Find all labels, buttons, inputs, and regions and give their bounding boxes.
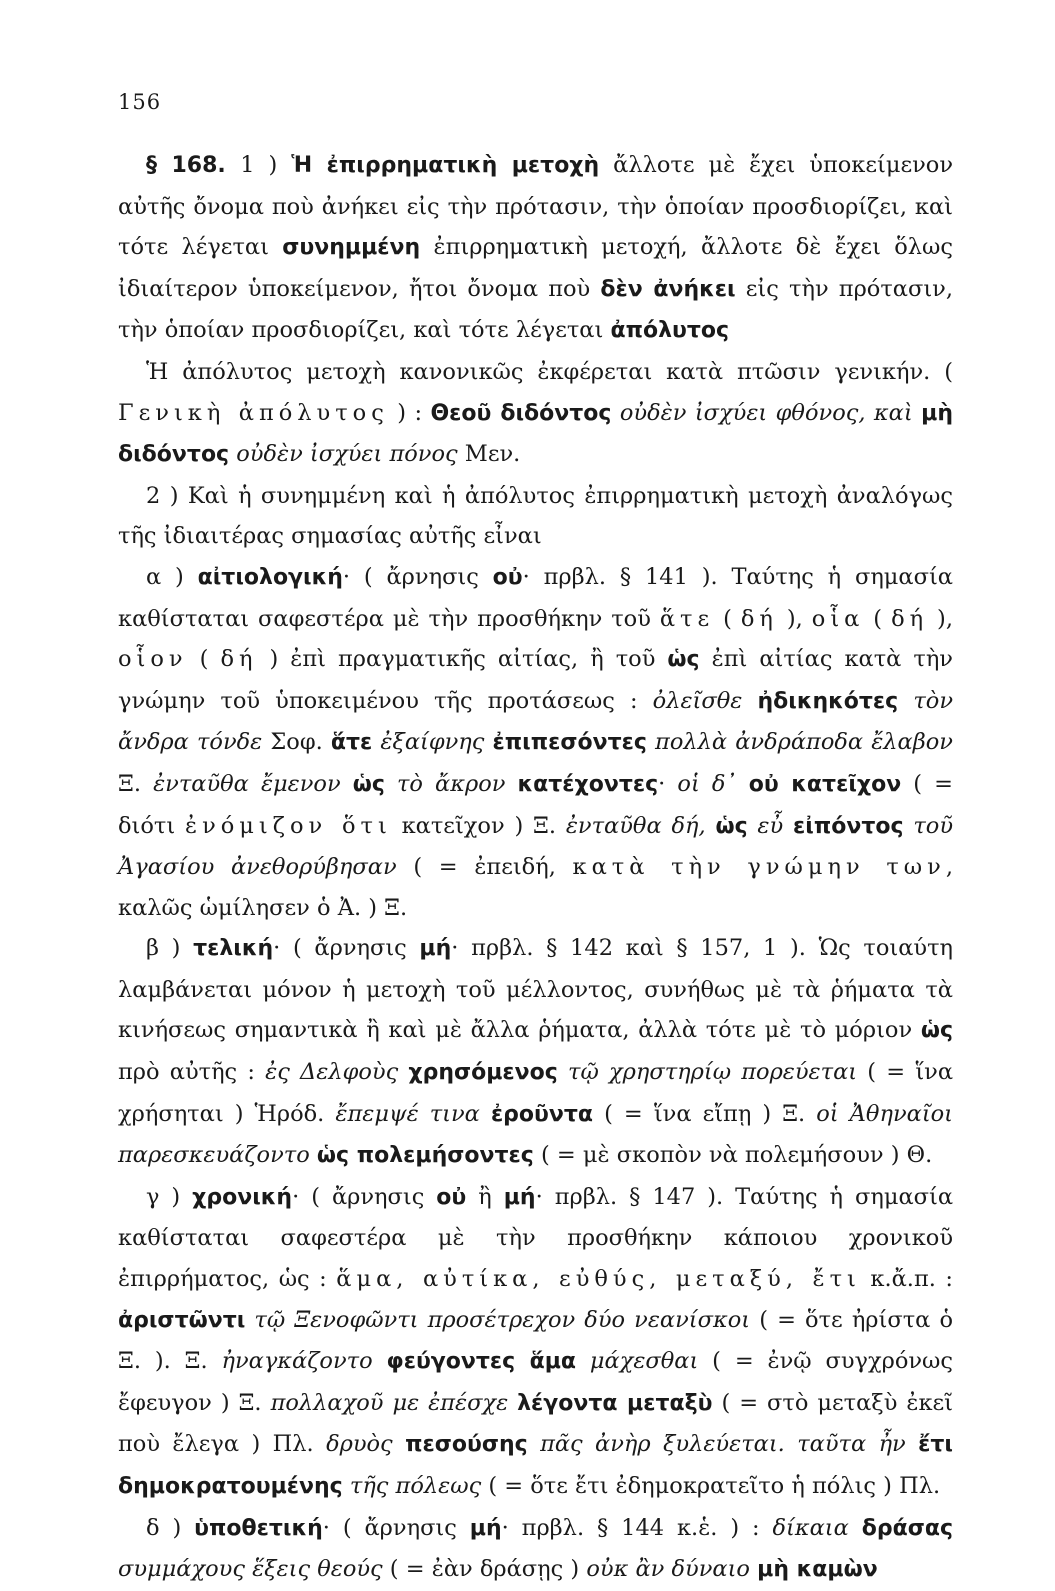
- text-run: ὡς: [667, 647, 700, 673]
- paragraph: [118, 1508, 953, 1591]
- text-run: ( = ὅτε ἠρίστα ὁ Ξ. ). Ξ.: [118, 1306, 953, 1375]
- text-run: δρυὸς: [326, 1431, 393, 1458]
- text-run: 2 ) Καὶ ἡ συνημμένη καὶ ἡ ἀπόλυτος ἐπιρρηματικὴ μετοχὴ ἀναλόγως τῆς ἰδιαιτέρας σημασίας αὐτῆς εἶναι: [118, 482, 953, 550]
- text-run: ἅμα, αὐτίκα, εὐθύς, μεταξύ, ἔτι: [336, 1266, 861, 1293]
- text-run: τῷ Ξενοφῶντι προσέτρεχον δύο νεανίσκοι: [245, 1306, 751, 1333]
- text-run: οὐδὲν ἰσχύει φθόνος, καὶ: [611, 399, 922, 426]
- text-run: ( = ἵνα εἴπῃ ) Ξ.: [593, 1100, 817, 1127]
- text-run: ἠδικηκότες: [757, 688, 899, 714]
- text-run: δή: [891, 605, 929, 632]
- text-run: ( = ἐπειδή,: [396, 854, 573, 881]
- text-run: δὲν ἀνήκει: [600, 276, 736, 302]
- text-run: ἐροῦντα: [490, 1101, 594, 1127]
- text-run: § 168.: [146, 153, 241, 178]
- text-run: Θεοῦ διδόντος: [430, 400, 612, 426]
- text-run: ἐνόμιζον ὅτι: [185, 812, 392, 839]
- text-run: Ξ.: [118, 770, 154, 797]
- text-run: δή: [220, 646, 258, 673]
- text-run: οὐ κατεῖχον: [748, 771, 902, 797]
- text-run: πεσούσης: [405, 1432, 528, 1458]
- text-run: ἀπόλυτος: [610, 318, 730, 344]
- text-run: πολλαχοῦ με ἐπέσχε: [270, 1389, 509, 1416]
- text-run: ( = ἵνα χρήσηται ) Ἡρόδ.: [118, 1059, 954, 1127]
- paragraph: [118, 352, 953, 476]
- text-run: τὸν ἄνδρα τόνδε: [118, 687, 953, 756]
- text-run: οἷα: [811, 605, 865, 632]
- text-run: ἐξαίφνης: [372, 729, 493, 756]
- text-run: κατεῖχον ) Ξ.: [391, 812, 566, 839]
- text-run: [906, 1431, 918, 1457]
- text-run: ἠναγκάζοντο: [221, 1348, 373, 1375]
- paragraph: [118, 928, 953, 1177]
- text-run: συμμάχους ἕξεις θεούς: [118, 1556, 383, 1583]
- text-run: [480, 1101, 491, 1127]
- text-run: τὸ ἄκρον: [384, 770, 518, 797]
- text-run: μή: [419, 936, 452, 962]
- text-run: ἄλλοτε μὲ ἔχει ὑποκείμενον αὐτῆς ὄνομα ποὺ ἀνήκει εἰς τὴν πρότασιν, τὴν ὁποίαν προσδιορίζει, καὶ τότε λέγεται: [118, 152, 954, 261]
- text-run: [706, 813, 716, 839]
- text-run: ἅτε: [659, 605, 715, 632]
- text-run: · πρβλ. § 142 καὶ § 157, 1 ). Ὡς τοιαύτη λαμβάνεται μόνον ἡ μετοχὴ τοῦ μέλλοντος, συνήθως μὲ τὰ ῥήματα τὰ κινήσεως σημαντικὰ ἢ καὶ μὲ ἄλλα ῥήματα, ἀλλὰ τότε μὲ τὸ μόριον: [118, 935, 954, 1044]
- text-run: πολλὰ ἀνδράποδα ἔλαβον: [646, 729, 953, 756]
- text-run: μή: [503, 1184, 536, 1210]
- text-run: τῷ χρηστηρίῳ πορεύεται: [557, 1059, 858, 1086]
- paragraph: [118, 145, 953, 352]
- text-run: ἐνταῦθα δή,: [565, 812, 706, 839]
- text-run: β ): [146, 935, 194, 962]
- text-run: μάχεσθαι: [576, 1348, 699, 1375]
- text-run: [398, 1059, 408, 1085]
- body-text: [118, 145, 953, 1591]
- text-run: οὐκ ἂν δύναιο: [586, 1556, 750, 1583]
- text-run: ( = ἐνῷ συγχρόνως ἔφευγον ) Ξ.: [118, 1348, 953, 1416]
- text-run: φεύγοντες ἅμα: [386, 1349, 577, 1375]
- text-run: ἐπὶ αἰτίας κατὰ τὴν γνώμην τοῦ ὑποκειμένου τῆς προτάσεως :: [118, 646, 953, 714]
- text-run: οὐδὲν ἰσχύει πόνος: [229, 441, 458, 468]
- text-run: δίκαια: [772, 1514, 849, 1541]
- text-run: Σοφ.: [262, 729, 331, 756]
- paragraph: [118, 1177, 953, 1508]
- text-run: [310, 1142, 317, 1168]
- text-run: συνημμένη: [282, 235, 421, 261]
- text-run: ἐνταῦθα ἔμενον: [153, 770, 341, 797]
- text-run: ἐς Δελφοὺς: [265, 1059, 399, 1086]
- text-run: ὡς: [715, 813, 748, 839]
- text-run: Γενικὴ ἀπόλυτος: [118, 399, 389, 426]
- text-run: Ἡ ἀπόλυτος μετοχὴ κανονικῶς ἐκφέρεται κατὰ πτῶσιν γενικήν. (: [146, 358, 953, 385]
- text-run: ἔπεμψέ τινα: [335, 1100, 480, 1127]
- text-run: ( = ἐὰν δράσῃς ): [382, 1556, 587, 1583]
- text-run: ·: [658, 770, 678, 797]
- text-run: οὐ: [492, 564, 523, 590]
- text-run: · ( ἄρνησις: [273, 935, 420, 962]
- text-run: εἰς τὴν πρότασιν, τὴν ὁποίαν προσδιορίζει, καὶ τότε λέγεται: [118, 275, 954, 344]
- text-run: μή: [469, 1515, 502, 1541]
- text-run: [373, 1348, 387, 1374]
- text-run: · ( ἄρνησις: [292, 1183, 437, 1210]
- text-run: · ( ἄρνησις: [322, 1514, 470, 1541]
- text-run: [508, 1390, 517, 1416]
- text-run: ( = διότι: [118, 770, 953, 839]
- text-run: πᾶς ἀνὴρ ξυλεύεται. ταῦτα ἦν: [527, 1431, 906, 1458]
- text-run: ) ἐπὶ πραγματικῆς αἰτίας, ἢ τοῦ: [257, 646, 668, 673]
- text-run: αἰτιολογική: [197, 564, 343, 590]
- text-run: κατὰ τὴν γνώμην των: [572, 854, 946, 881]
- text-run: οἱ δ᾽: [677, 770, 737, 797]
- text-run: ἐπιρρηματικὴ μετοχή, ἄλλοτε δὲ ἔχει ὅλως ἰδιαίτερον ὑποκείμενον, ἤτοι ὄνομα ποὺ: [118, 234, 953, 302]
- text-run: μὴ διδόντος: [118, 400, 953, 468]
- text-run: εὖ: [747, 812, 793, 839]
- text-run: [341, 771, 353, 797]
- text-run: (: [187, 646, 221, 673]
- text-run: · ( ἄρνησις: [342, 563, 493, 590]
- text-run: ἅτε: [330, 730, 373, 756]
- text-run: μὴ καμὼν: [757, 1557, 878, 1583]
- text-run: [750, 1556, 757, 1582]
- text-run: · πρβλ. § 147 ). Ταύτης ἡ σημασία καθίσταται σαφεστέρα μὲ τὴν προσθήκην κάποιου χρονικοῦ ἐπιρρήματος, ὡς :: [118, 1183, 954, 1293]
- text-run: λέγοντα μεταξὺ: [517, 1390, 713, 1416]
- text-run: ( = μὲ σκοπὸν νὰ πολεμήσουν ) Θ.: [533, 1142, 933, 1169]
- text-run: οἷον: [118, 646, 188, 673]
- text-run: [393, 1431, 405, 1457]
- text-run: [737, 771, 749, 797]
- text-run: 1 ): [240, 152, 292, 178]
- text-run: ὡς πολεμήσοντες: [316, 1143, 534, 1169]
- text-run: δράσας: [861, 1515, 953, 1541]
- text-run: τῆς πόλεως: [342, 1473, 482, 1499]
- text-run: ἐπιπεσόντες: [492, 730, 647, 756]
- text-run: ( = ὅτε ἔτι ἐδημοκρατεῖτο ἡ πόλις ) Πλ.: [481, 1473, 941, 1499]
- text-run: Μεν.: [457, 441, 521, 468]
- text-run: ὀλεῖσθε: [652, 687, 743, 714]
- text-run: ) :: [388, 399, 431, 426]
- text-run: (: [864, 605, 892, 632]
- text-run: εἰπόντος: [793, 813, 904, 839]
- text-run: Ἡ ἐπιρρηματικὴ μετοχὴ: [291, 153, 600, 178]
- text-run: χρονική: [192, 1184, 293, 1210]
- text-run: τελική: [193, 936, 274, 962]
- text-run: α ): [146, 563, 198, 590]
- text-run: ἔτι δημοκρατουμένης: [118, 1432, 953, 1499]
- text-run: κ.ἄ.π. :: [860, 1266, 953, 1293]
- text-run: , καλῶς ὡμίλησεν ὁ Ἀ. ) Ξ.: [118, 854, 953, 921]
- text-run: δ ): [146, 1514, 195, 1541]
- page-number: 156: [118, 90, 162, 114]
- text-run: ἢ: [466, 1183, 504, 1210]
- paragraph: [118, 557, 953, 928]
- text-run: οὐ: [436, 1184, 467, 1210]
- text-run: πρὸ αὐτῆς :: [118, 1059, 266, 1086]
- text-run: γ ): [146, 1183, 193, 1210]
- text-run: κατέχοντες: [517, 771, 659, 797]
- text-run: [742, 688, 757, 714]
- text-run: ἀριστῶντι: [118, 1307, 246, 1333]
- text-run: ),: [777, 605, 812, 632]
- text-run: (: [714, 605, 741, 632]
- text-run: δή: [740, 605, 778, 632]
- paragraph: [118, 476, 953, 557]
- text-run: ),: [928, 605, 953, 632]
- text-run: · πρβλ. § 141 ). Ταύτης ἡ σημασία καθίσταται σαφεστέρα μὲ τὴν προσθήκην τοῦ: [118, 563, 954, 632]
- text-run: ὡς: [920, 1018, 953, 1044]
- text-run: ( = στὸ μεταξὺ ἐκεῖ ποὺ ἔλεγα ) Πλ.: [118, 1389, 953, 1458]
- text-run: χρησόμενος: [408, 1060, 558, 1086]
- text-run: οἱ Ἀθηναῖοι παρεσκευάζοντο: [118, 1100, 954, 1169]
- text-run: ὑποθετική: [194, 1515, 323, 1541]
- text-run: ὡς: [352, 771, 385, 797]
- text-run: · πρβλ. § 144 κ.ἑ. ) :: [501, 1514, 773, 1541]
- text-run: [849, 1515, 862, 1541]
- text-run: τοῦ Ἀγασίου ἀνεθορύβησαν: [118, 812, 953, 881]
